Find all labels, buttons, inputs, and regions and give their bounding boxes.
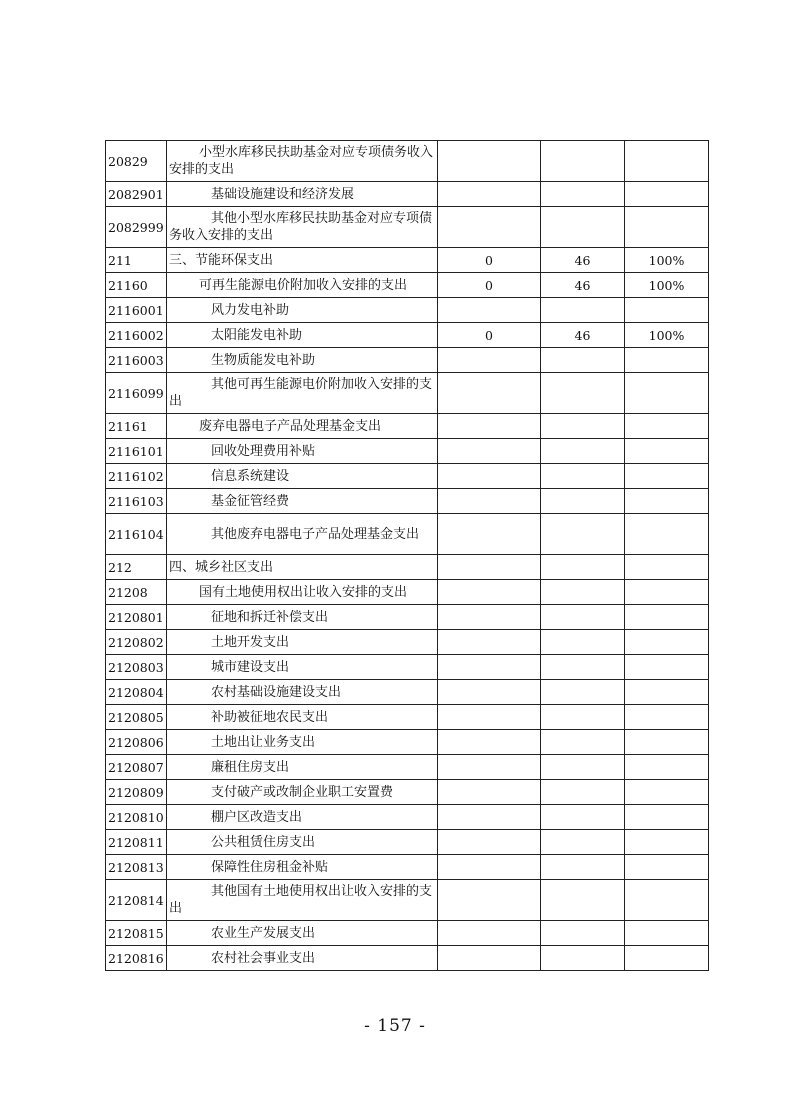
row-value-1 [438, 830, 541, 855]
row-value-1 [438, 921, 541, 946]
row-code: 2116003 [106, 348, 167, 373]
row-code: 2120803 [106, 655, 167, 680]
row-code: 2116001 [106, 298, 167, 323]
row-name: 农村基础设施建设支出 [167, 680, 438, 705]
row-value-3 [625, 880, 709, 921]
row-code: 2120807 [106, 755, 167, 780]
row-code: 2120805 [106, 705, 167, 730]
row-name: 基金征管经费 [167, 489, 438, 514]
row-value-2 [541, 855, 625, 880]
row-name: 信息系统建设 [167, 464, 438, 489]
table-row [106, 207, 709, 248]
row-value-2 [541, 514, 625, 555]
row-value-3 [625, 921, 709, 946]
table-row [106, 580, 709, 605]
row-code: 20829 [106, 141, 167, 182]
row-value-1: 0 [438, 273, 541, 298]
row-value-1 [438, 489, 541, 514]
row-value-3 [625, 207, 709, 248]
row-value-1 [438, 855, 541, 880]
table-row [106, 605, 709, 630]
table-row [106, 655, 709, 680]
row-code: 2116099 [106, 373, 167, 414]
row-value-1: 0 [438, 323, 541, 348]
row-value-3 [625, 514, 709, 555]
row-name-text: 其他小型水库移民扶助基金对应专项债务收入安排的支出 [169, 211, 433, 243]
row-value-1 [438, 182, 541, 207]
row-name: 支付破产或改制企业职工安置费 [167, 780, 438, 805]
row-value-3 [625, 755, 709, 780]
table-row [106, 730, 709, 755]
row-value-3 [625, 730, 709, 755]
row-value-1 [438, 373, 541, 414]
table-row [106, 348, 709, 373]
row-value-2 [541, 805, 625, 830]
row-value-1 [438, 348, 541, 373]
row-name [167, 514, 438, 555]
row-code: 2120810 [106, 805, 167, 830]
row-value-3: 100% [625, 323, 709, 348]
table-row [106, 514, 709, 555]
row-value-2 [541, 630, 625, 655]
row-value-1 [438, 705, 541, 730]
row-value-3 [625, 580, 709, 605]
row-value-2 [541, 489, 625, 514]
row-code: 2120802 [106, 630, 167, 655]
row-value-1: 0 [438, 248, 541, 273]
row-name: 回收处理费用补贴 [167, 439, 438, 464]
row-value-1 [438, 141, 541, 182]
table-row [106, 298, 709, 323]
table-row [106, 680, 709, 705]
row-code: 2116002 [106, 323, 167, 348]
row-name: 城市建设支出 [167, 655, 438, 680]
row-name: 基础设施建设和经济发展 [167, 182, 438, 207]
row-code: 2120801 [106, 605, 167, 630]
row-value-1 [438, 780, 541, 805]
row-value-3 [625, 141, 709, 182]
row-name: 太阳能发电补助 [167, 323, 438, 348]
table-row [106, 946, 709, 971]
row-name: 公共租赁住房支出 [167, 830, 438, 855]
row-value-1 [438, 880, 541, 921]
row-name [167, 373, 438, 414]
row-name: 土地开发支出 [167, 630, 438, 655]
row-name: 废弃电器电子产品处理基金支出 [167, 414, 438, 439]
row-value-3 [625, 489, 709, 514]
table-row [106, 805, 709, 830]
row-value-2 [541, 755, 625, 780]
row-value-2 [541, 780, 625, 805]
table-row [106, 630, 709, 655]
row-value-3 [625, 464, 709, 489]
row-value-3 [625, 705, 709, 730]
row-value-3 [625, 946, 709, 971]
row-value-3 [625, 855, 709, 880]
row-name: 棚户区改造支出 [167, 805, 438, 830]
row-code: 21208 [106, 580, 167, 605]
row-code: 211 [106, 248, 167, 273]
table-row [106, 855, 709, 880]
table-row [106, 182, 709, 207]
row-value-1 [438, 555, 541, 580]
row-name: 可再生能源电价附加收入安排的支出 [167, 273, 438, 298]
row-value-2 [541, 880, 625, 921]
table-row [106, 323, 709, 348]
row-value-1 [438, 730, 541, 755]
row-value-3 [625, 655, 709, 680]
row-name-text: 小型水库移民扶助基金对应专项债务收入安排的支出 [169, 145, 434, 177]
row-value-2: 46 [541, 273, 625, 298]
row-name-text: 其他可再生能源电价附加收入安排的支出 [169, 377, 433, 409]
row-code: 2120811 [106, 830, 167, 855]
row-value-2 [541, 605, 625, 630]
row-code: 2116104 [106, 514, 167, 555]
row-value-3 [625, 605, 709, 630]
row-value-1 [438, 580, 541, 605]
row-code: 2120804 [106, 680, 167, 705]
row-value-2 [541, 182, 625, 207]
table-row [106, 705, 709, 730]
row-name: 四、城乡社区支出 [167, 555, 438, 580]
row-name: 三、节能环保支出 [167, 248, 438, 273]
row-value-2 [541, 655, 625, 680]
row-value-1 [438, 207, 541, 248]
row-value-2 [541, 439, 625, 464]
row-code: 2120809 [106, 780, 167, 805]
row-value-2 [541, 555, 625, 580]
row-code: 2120814 [106, 880, 167, 921]
row-value-3 [625, 373, 709, 414]
budget-table [105, 140, 709, 971]
row-name: 征地和拆迁补偿支出 [167, 605, 438, 630]
row-value-3 [625, 780, 709, 805]
row-name-text: 其他废弃电器电子产品处理基金支出 [211, 526, 420, 542]
row-value-1 [438, 414, 541, 439]
row-value-3 [625, 348, 709, 373]
row-code: 21161 [106, 414, 167, 439]
row-value-3 [625, 680, 709, 705]
row-value-2 [541, 680, 625, 705]
table-row [106, 780, 709, 805]
row-code: 21160 [106, 273, 167, 298]
table-row [106, 880, 709, 921]
table-row [106, 248, 709, 273]
row-value-2 [541, 348, 625, 373]
row-value-1 [438, 464, 541, 489]
row-name: 补助被征地农民支出 [167, 705, 438, 730]
row-name: 廉租住房支出 [167, 755, 438, 780]
row-value-1 [438, 805, 541, 830]
row-value-2 [541, 298, 625, 323]
row-value-2 [541, 730, 625, 755]
row-value-3 [625, 414, 709, 439]
row-value-3 [625, 805, 709, 830]
row-name: 风力发电补助 [167, 298, 438, 323]
table-row [106, 141, 709, 182]
row-code: 2082999 [106, 207, 167, 248]
row-name: 农业生产发展支出 [167, 921, 438, 946]
row-value-1 [438, 630, 541, 655]
row-value-2 [541, 414, 625, 439]
table-row [106, 555, 709, 580]
row-name [167, 880, 438, 921]
row-value-2 [541, 946, 625, 971]
page-number: - 157 - [364, 1016, 426, 1036]
table-row [106, 464, 709, 489]
row-value-2 [541, 207, 625, 248]
row-code: 2116102 [106, 464, 167, 489]
row-code: 2120806 [106, 730, 167, 755]
row-value-3 [625, 630, 709, 655]
row-name-text: 其他国有土地使用权出让收入安排的支出 [169, 884, 433, 916]
row-name: 国有土地使用权出让收入安排的支出 [167, 580, 438, 605]
row-value-2: 46 [541, 248, 625, 273]
row-value-2 [541, 464, 625, 489]
table-row [106, 439, 709, 464]
table-row [106, 755, 709, 780]
row-value-2 [541, 830, 625, 855]
row-code: 2120816 [106, 946, 167, 971]
row-name: 生物质能发电补助 [167, 348, 438, 373]
row-value-1 [438, 680, 541, 705]
row-code: 2116103 [106, 489, 167, 514]
row-value-2 [541, 921, 625, 946]
row-value-1 [438, 605, 541, 630]
row-code: 2116101 [106, 439, 167, 464]
row-value-3: 100% [625, 273, 709, 298]
row-name: 农村社会事业支出 [167, 946, 438, 971]
row-code: 2082901 [106, 182, 167, 207]
row-code: 212 [106, 555, 167, 580]
row-value-2 [541, 373, 625, 414]
row-value-1 [438, 298, 541, 323]
table-row [106, 489, 709, 514]
row-code: 2120815 [106, 921, 167, 946]
table-row [106, 273, 709, 298]
table-row [106, 373, 709, 414]
row-value-1 [438, 439, 541, 464]
row-name: 土地出让业务支出 [167, 730, 438, 755]
row-name [167, 207, 438, 248]
table-row [106, 830, 709, 855]
row-value-1 [438, 755, 541, 780]
row-value-2 [541, 141, 625, 182]
row-value-2 [541, 705, 625, 730]
table-row [106, 921, 709, 946]
row-name: 保障性住房租金补贴 [167, 855, 438, 880]
row-value-3 [625, 830, 709, 855]
row-value-3 [625, 182, 709, 207]
row-value-1 [438, 514, 541, 555]
row-value-1 [438, 946, 541, 971]
row-value-2: 46 [541, 323, 625, 348]
row-value-3 [625, 439, 709, 464]
row-value-3 [625, 298, 709, 323]
row-name [167, 141, 438, 182]
row-value-1 [438, 655, 541, 680]
row-value-2 [541, 580, 625, 605]
row-code: 2120813 [106, 855, 167, 880]
table-row [106, 414, 709, 439]
row-value-3 [625, 555, 709, 580]
row-value-3: 100% [625, 248, 709, 273]
